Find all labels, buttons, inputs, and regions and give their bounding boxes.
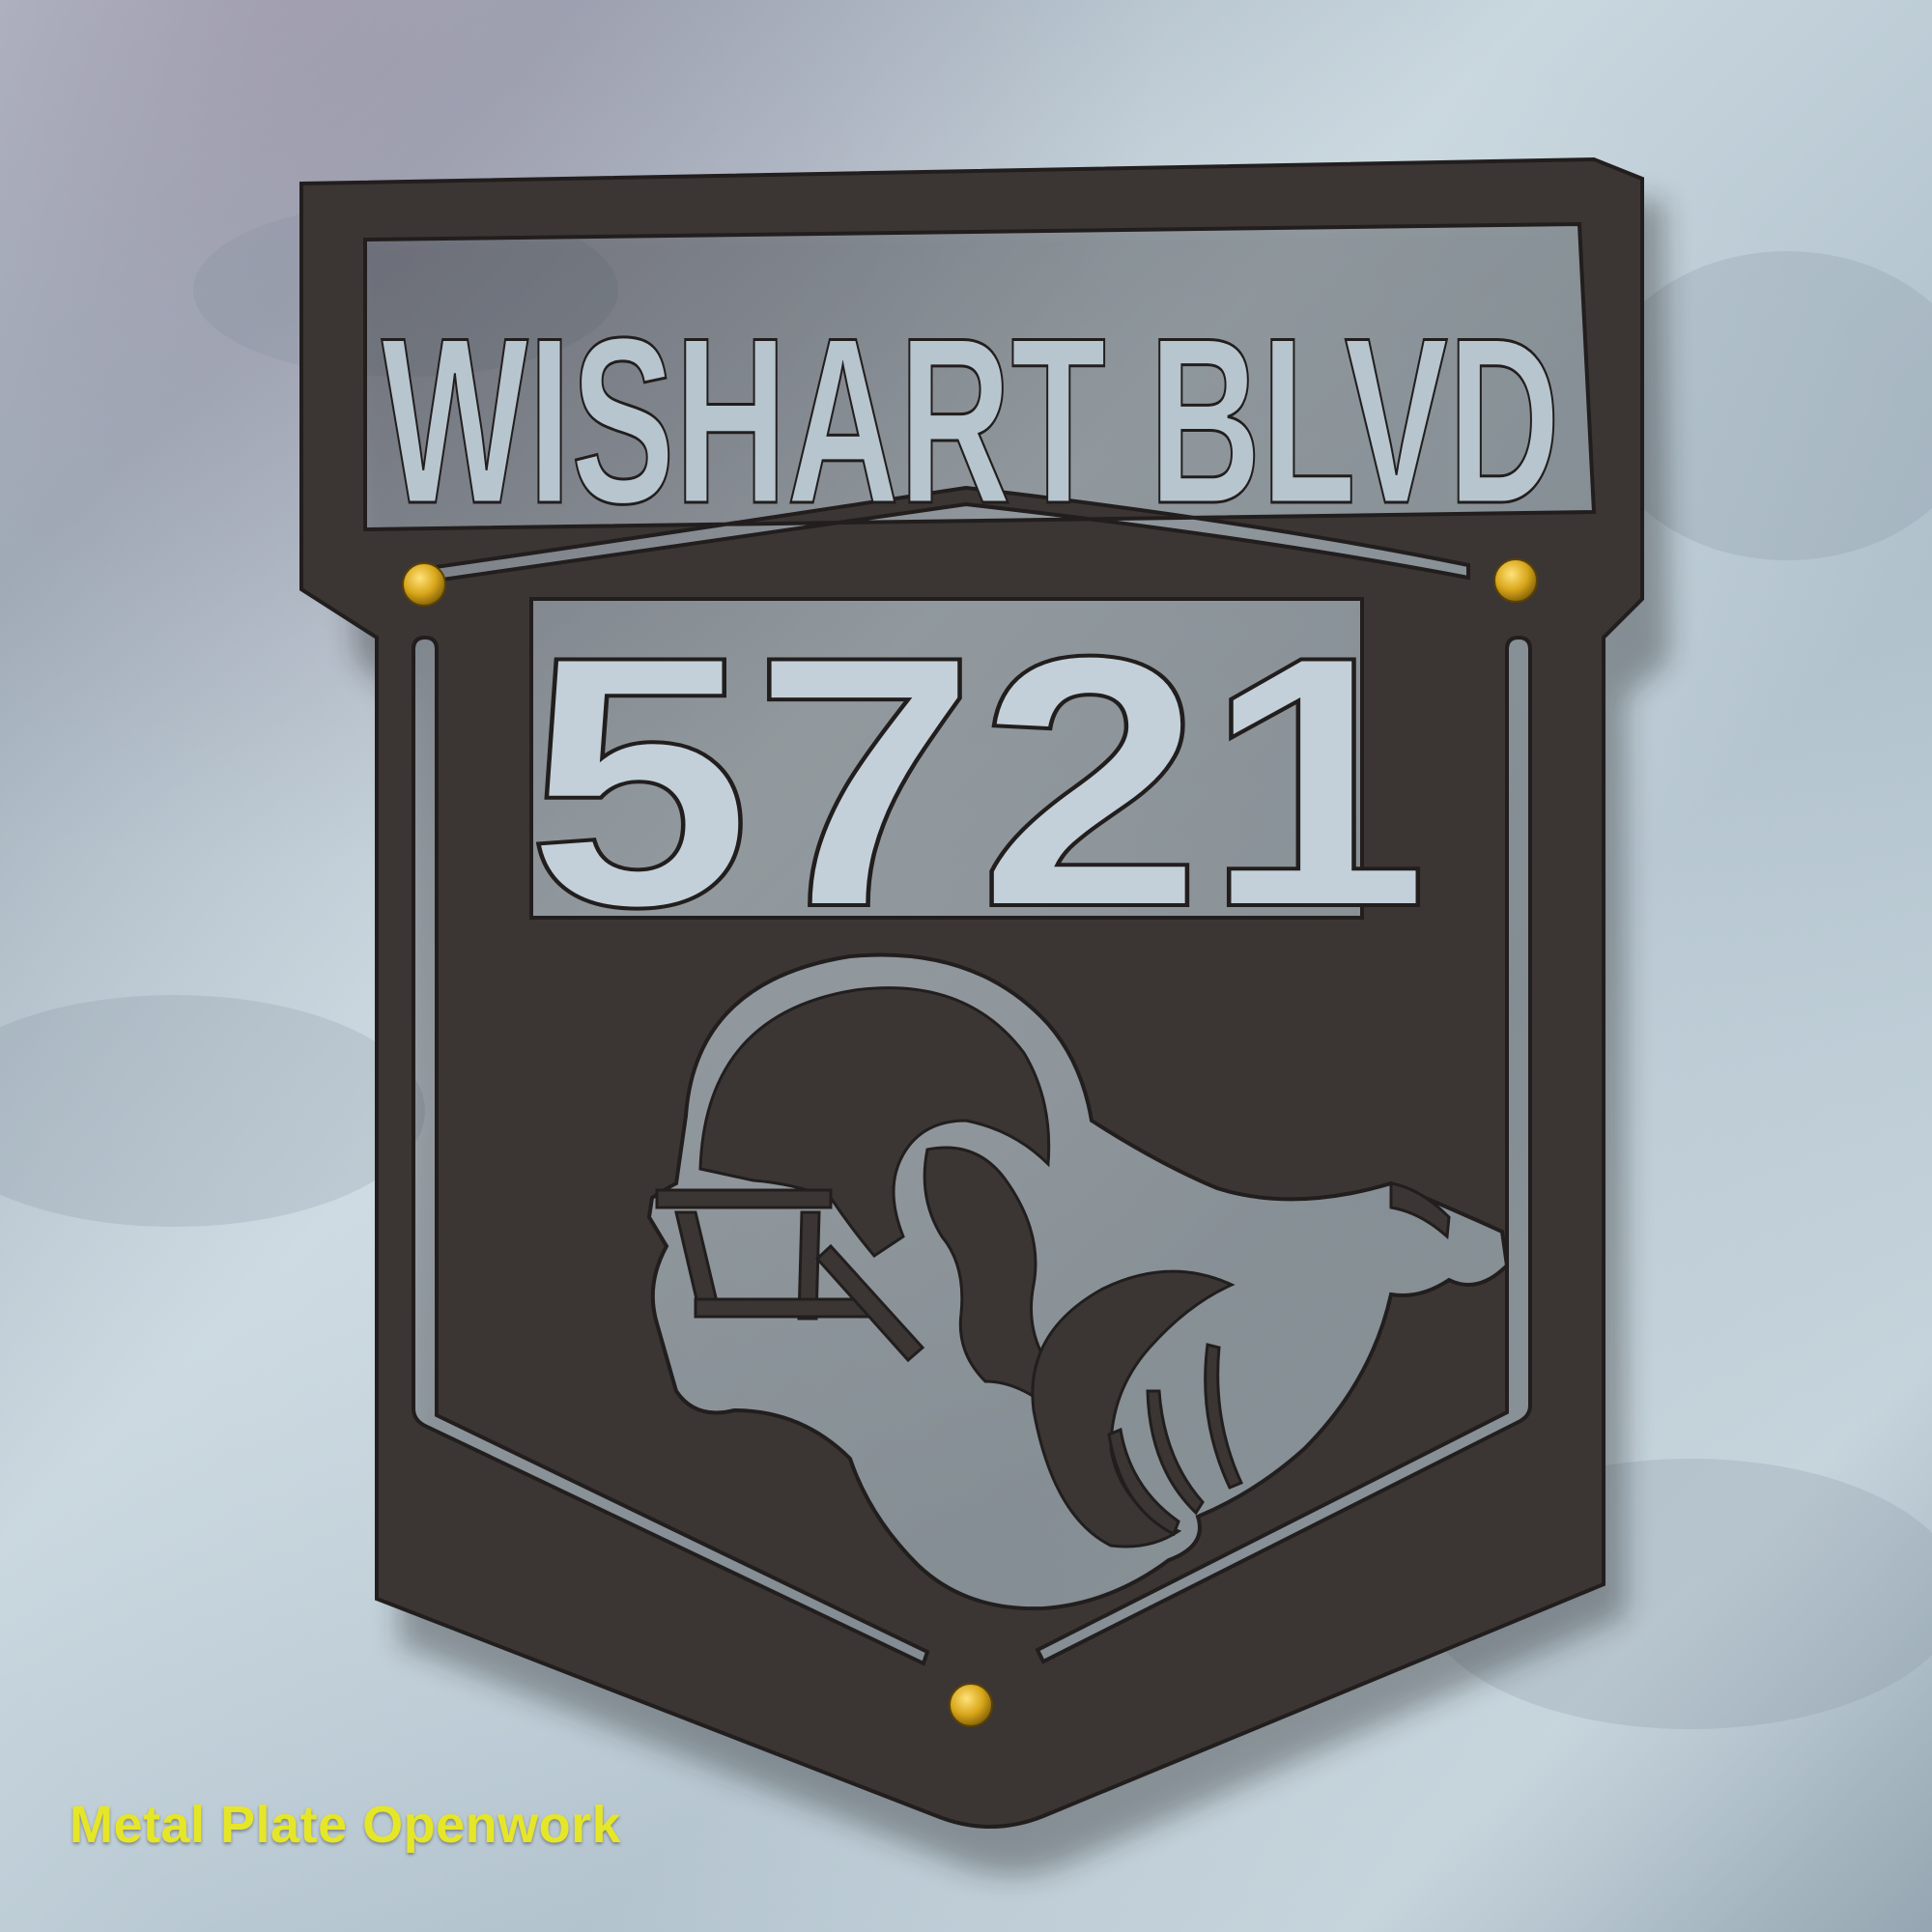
street-name: WISHART BLVD [382,288,1560,553]
house-number: 5721 [526,582,1430,981]
caption-label: Metal Plate Openwork [70,1796,622,1854]
